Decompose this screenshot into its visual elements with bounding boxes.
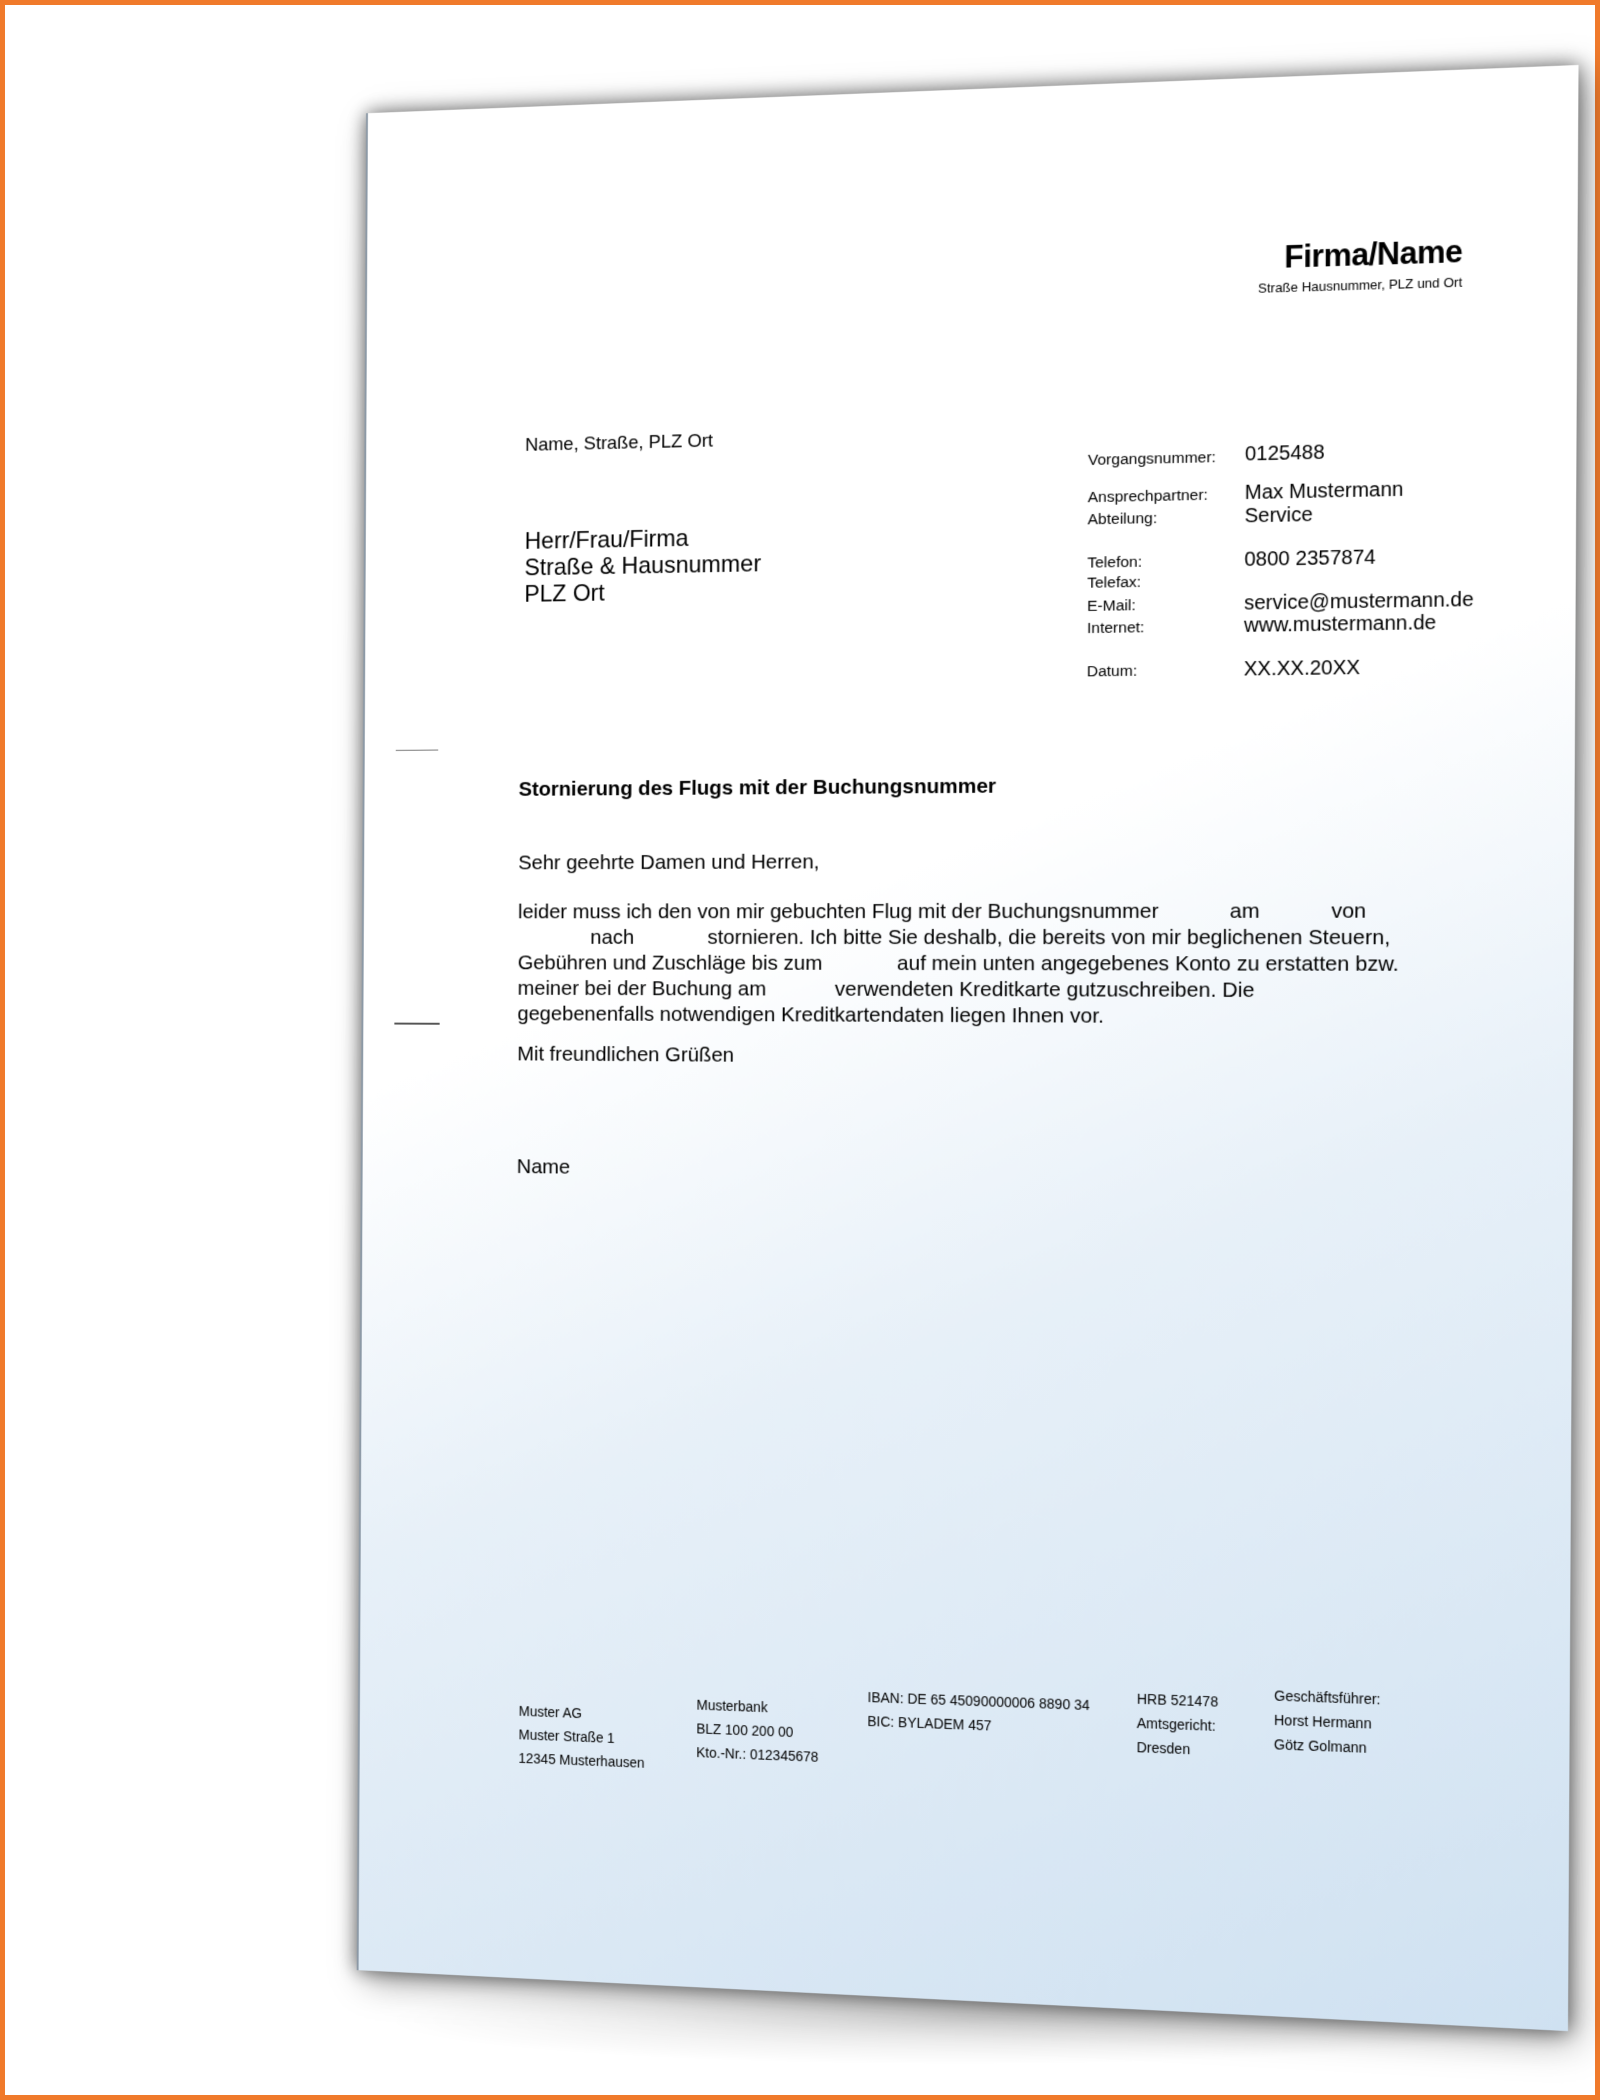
- footer-register-line: Dresden: [1136, 1739, 1191, 1758]
- body-line-2: nach stornieren. Ich bitte Sie deshalb, die bereits von mir beglichenen Steuern,: [517, 925, 1391, 950]
- footer-bank-line: Musterbank: [696, 1696, 768, 1716]
- telefon-label: Telefon:: [1087, 553, 1143, 572]
- footer-register: [1137, 1687, 1219, 1763]
- footer-management-line: Horst Hermann: [1273, 1711, 1372, 1732]
- telefon-value: 0800 2357874: [1244, 546, 1376, 572]
- body-line-1: leider muss ich den von mir gebuchten Flug mit der Buchungsnummer am von: [517, 899, 1367, 924]
- telefax-label: Telefax:: [1087, 573, 1142, 592]
- company-name: Firma/Name: [1284, 233, 1463, 275]
- footer-iban-line: IBAN: DE 65 45090000006 8890 34: [867, 1689, 1090, 1714]
- ansprech-label: Ansprechpartner:: [1087, 486, 1208, 507]
- footer-company-line: Muster AG: [518, 1703, 582, 1722]
- company-address: Straße Hausnummer, PLZ und Ort: [1258, 274, 1463, 296]
- sender-return-address: Name, Straße, PLZ Ort: [525, 430, 714, 456]
- recipient-line-1: Herr/Frau/Firma: [524, 525, 689, 555]
- body-line-3: Gebühren und Zuschläge bis zum auf mein unten angegebenes Konto zu erstatten bzw.: [517, 951, 1399, 976]
- recipient-line-2: Straße & Hausnummer: [524, 550, 762, 582]
- abteilung-value: Service: [1244, 503, 1313, 528]
- ansprech-value: Max Mustermann: [1244, 478, 1404, 505]
- letter-subject: Stornierung des Flugs mit der Buchungsnummer: [518, 774, 997, 801]
- datum-value: XX.XX.20XX: [1243, 656, 1361, 681]
- footer-management-line: Geschäftsführer:: [1274, 1687, 1381, 1708]
- email-value: service@mustermann.de: [1244, 588, 1474, 615]
- letter-signature: Name: [516, 1155, 571, 1179]
- footer-company-line: Muster Straße 1: [518, 1726, 615, 1746]
- internet-label: Internet:: [1086, 619, 1145, 638]
- footer-bank: [696, 1693, 818, 1769]
- body-line-4: meiner bei der Buchung am verwendeten Kreditkarte gutzuschreiben. Die: [517, 977, 1255, 1002]
- footer-bank-line: Kto.-Nr.: 012345678: [696, 1744, 819, 1765]
- footer-register-line: Amtsgericht:: [1136, 1714, 1216, 1734]
- internet-value: www.mustermann.de: [1243, 611, 1437, 637]
- letter-closing: Mit freundlichen Grüßen: [517, 1042, 735, 1067]
- footer-company: [518, 1699, 644, 1775]
- fold-mark-middle: [394, 1023, 439, 1025]
- vorgang-value: 0125488: [1244, 441, 1325, 466]
- letter-salutation: Sehr geehrte Damen und Herren,: [518, 850, 820, 875]
- document-page: [357, 65, 1579, 2031]
- body-line-5: gegebenenfalls notwendigen Kreditkartendaten liegen Ihnen vor.: [517, 1002, 1105, 1028]
- email-label: E-Mail:: [1087, 597, 1136, 615]
- recipient-line-3: PLZ Ort: [524, 579, 605, 608]
- recipient-address: [524, 524, 761, 608]
- footer-iban-line: BIC: BYLADEM 457: [867, 1712, 992, 1734]
- footer-management: [1274, 1683, 1381, 1760]
- footer-iban: [867, 1685, 1090, 1741]
- vorgang-label: Vorgangsnummer:: [1087, 448, 1217, 469]
- footer-bank-line: BLZ 100 200 00: [696, 1720, 794, 1740]
- abteilung-label: Abteilung:: [1087, 509, 1158, 529]
- footer-register-line: HRB 521478: [1136, 1690, 1219, 1710]
- datum-label: Datum:: [1086, 662, 1138, 681]
- footer-company-line: 12345 Musterhausen: [518, 1750, 645, 1771]
- footer-management-line: Götz Golmann: [1273, 1736, 1367, 1756]
